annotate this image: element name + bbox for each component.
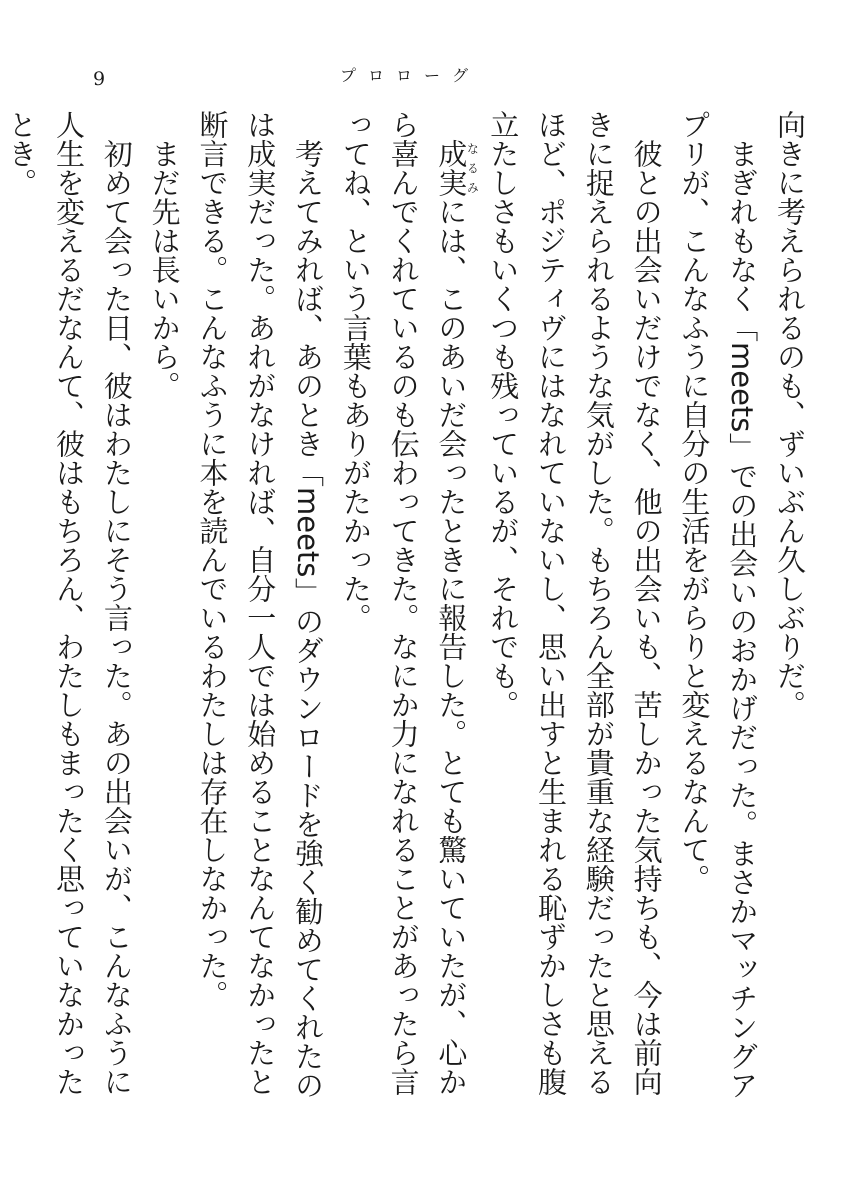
paragraph: 向きに考えられるのも、ずいぶん久しぶりだ。 bbox=[773, 110, 807, 719]
running-head: プロローグ bbox=[340, 66, 481, 85]
paragraph: まだ先は長いから。 bbox=[147, 139, 182, 400]
paragraph: 彼との出会いだけでなく、他の出会いも、苦しかった気持ちも、今は前向きに捉えられるような気がした。もちろん全部が貴重な経験だったと思えるほど、ポジティヴにはなれていないし、思い出すと生まれる恥ずかしさも腹立たしさもいくつも残っているが、それでも。 bbox=[486, 110, 664, 1096]
paragraph: 考えてみれば、あのとき「meets」のダウンロードを強く勧めてくれたのは成実だった。あれがなければ、自分一人では始めることなんてなかったと断言できる。こんなふうに本を読んでいるわたしは存在しなかった。 bbox=[195, 110, 326, 1100]
paragraph-text: には、このあいだ会ったときに報告した。とても驚いていたが、心から喜んでくれているのも伝わってきた。なにか力になれることがあったら言ってね、という言葉もありがたかった。 bbox=[338, 110, 469, 1096]
body-text bbox=[0, 110, 813, 1120]
ruby-name bbox=[434, 139, 480, 197]
ruby-reading: なるみ bbox=[465, 139, 480, 197]
paragraph: 初めて会った日、彼はわたしにそう言った。あの出会いが、こんなふうに人生を変えるだなんて、彼はもちろん、わたしもまったく思っていなかったとき。 bbox=[4, 110, 134, 1096]
page-number: 9 bbox=[93, 68, 106, 90]
ruby-base: 成実 bbox=[434, 139, 469, 197]
paragraph: まぎれもなく「meets」での出会いのおかげだった。まさかマッチングアプリが、こんなふうに自分の生活をがらりと変えるなんて。 bbox=[677, 110, 760, 1100]
paragraph bbox=[331, 110, 478, 1120]
